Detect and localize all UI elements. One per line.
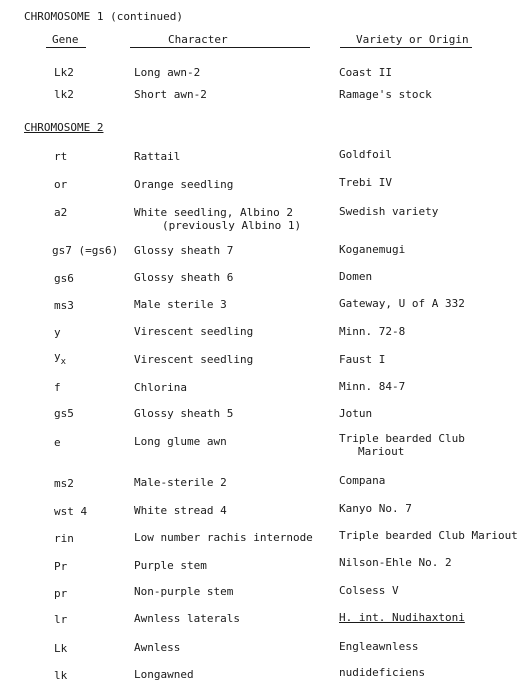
header-character: Character [168,33,228,46]
gene-cell: y [54,326,61,339]
gene-cell: Lk [54,642,68,655]
variety-cell: Jotun [339,407,373,420]
character-cell: Purple stem [134,559,207,572]
gene-cell: f [54,381,61,394]
character-cell: Low number rachis internode [134,531,313,544]
variety-cell: nudideficiens [339,666,426,679]
variety-cell: Coast II [339,66,392,79]
character-cell: Long awn-2 [134,66,201,79]
character-cell: White seedling, Albino 2 [134,206,293,219]
section-title-chromosome-2: CHROMOSOME 2 [24,121,104,134]
character-cell: Glossy sheath 6 [134,271,234,284]
gene-cell: Lk2 [54,66,74,79]
gene-cell: lk [54,669,68,682]
variety-cell: Gateway, U of A 332 [339,297,465,310]
character-cell: Longawned [134,668,194,681]
variety-cell-continued: Mariout [358,445,405,458]
gene-cell: wst 4 [54,505,88,518]
variety-cell: Minn. 84-7 [339,380,406,393]
character-cell: Orange seedling [134,178,234,191]
variety-cell: Ramage's stock [339,88,432,101]
gene-cell: e [54,436,61,449]
variety-cell: Triple bearded Club [339,432,465,445]
gene-cell: lr [54,613,68,626]
gene-subscript: x [60,357,67,367]
variety-cell: Colsess V [339,584,399,597]
character-cell: Non-purple stem [134,585,234,598]
gene-cell: rt [54,150,68,163]
character-cell: Awnless laterals [134,612,240,625]
header-rule-gene [46,47,86,48]
gene-cell: ms2 [54,477,74,490]
gene-cell: pr [54,587,68,600]
section-title-chromosome-1: CHROMOSOME 1 (continued) [24,10,183,23]
character-cell: Virescent seedling [134,353,254,366]
variety-cell: Compana [339,474,386,487]
gene-cell: gs5 [54,407,74,420]
character-cell: Long glume awn [134,435,227,448]
character-cell: Chlorina [134,381,187,394]
gene-cell: rin [54,532,74,545]
variety-cell: H. int. Nudihaxtoni [339,611,465,624]
character-cell: Male-sterile 2 [134,476,227,489]
gene-cell [54,350,67,367]
header-variety: Variety or Origin [356,33,469,46]
character-cell: White stread 4 [134,504,227,517]
gene-cell: lk2 [54,88,74,101]
gene-cell: gs7 (=gs6) [52,244,119,257]
variety-cell: Trebi IV [339,176,392,189]
variety-cell: Koganemugi [339,243,406,256]
gene-cell: or [54,178,68,191]
gene-cell: Pr [54,560,68,573]
variety-cell: Engleawnless [339,640,419,653]
variety-cell: Faust I [339,353,386,366]
character-cell: Glossy sheath 5 [134,407,234,420]
character-cell-continued: (previously Albino 1) [162,219,302,232]
gene-cell: gs6 [54,272,74,285]
variety-cell: Goldfoil [339,148,392,161]
variety-cell: Kanyo No. 7 [339,502,412,515]
character-cell: Male sterile 3 [134,298,227,311]
variety-cell: Minn. 72-8 [339,325,406,338]
character-cell: Awnless [134,641,181,654]
variety-cell: Nilson-Ehle No. 2 [339,556,452,569]
gene-cell: a2 [54,206,68,219]
character-cell: Rattail [134,150,181,163]
variety-cell: Triple bearded Club Mariout [339,529,518,542]
variety-cell: Swedish variety [339,205,439,218]
gene-symbol: y [54,350,61,363]
header-gene: Gene [52,33,79,46]
gene-cell: ms3 [54,299,74,312]
header-rule-character [130,47,310,48]
character-cell: Virescent seedling [134,325,254,338]
header-rule-variety [340,47,472,48]
character-cell: Short awn-2 [134,88,207,101]
variety-cell: Domen [339,270,373,283]
character-cell: Glossy sheath 7 [134,244,234,257]
